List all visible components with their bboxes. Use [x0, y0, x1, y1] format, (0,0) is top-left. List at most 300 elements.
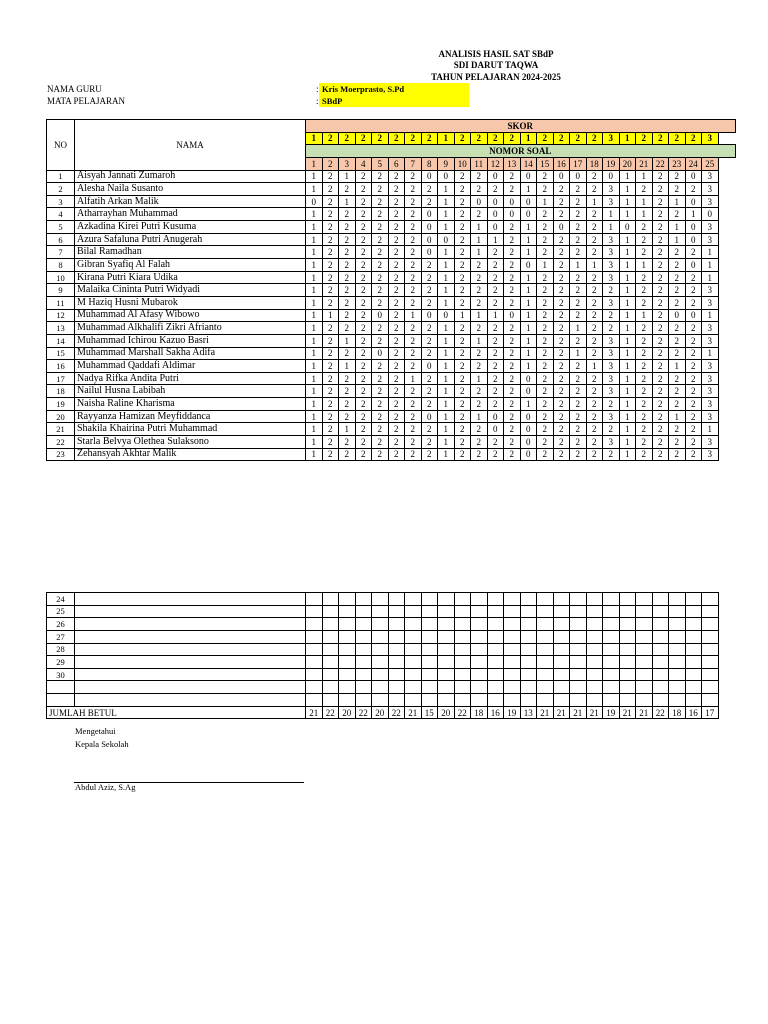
score-cell: 2	[669, 322, 686, 335]
score-cell: 2	[586, 296, 603, 309]
score-cell: 2	[339, 322, 356, 335]
empty-score-cell	[405, 681, 422, 694]
score-cell: 2	[388, 410, 405, 423]
score-cell: 1	[537, 195, 554, 208]
score-cell: 2	[372, 233, 389, 246]
score-cell: 2	[454, 208, 471, 221]
score-cell: 2	[669, 208, 686, 221]
total-cell: 21	[570, 706, 587, 719]
score-cell: 2	[339, 347, 356, 360]
spacer-cell	[718, 334, 735, 347]
score-cell: 2	[553, 195, 570, 208]
spacer-cell	[718, 360, 735, 373]
score-cell: 2	[322, 398, 339, 411]
empty-score-cell	[471, 630, 488, 643]
score-cell: 2	[636, 360, 653, 373]
spacer-cell	[718, 221, 735, 234]
spacer-cell	[718, 132, 735, 145]
score-cell: 1	[339, 195, 356, 208]
student-row	[47, 398, 736, 411]
score-cell: 3	[702, 284, 719, 297]
score-cell: 0	[487, 221, 504, 234]
score-cell: 2	[322, 271, 339, 284]
student-name: Malaika Cininta Putri Widyadi	[75, 284, 306, 297]
empty-score-cell	[553, 656, 570, 669]
empty-row	[47, 656, 719, 669]
score-cell: 2	[355, 246, 372, 259]
score-cell: 2	[586, 233, 603, 246]
student-name: Muhammad Qaddafi Aldimar	[75, 360, 306, 373]
score-cell: 1	[619, 246, 636, 259]
empty-score-cell	[306, 694, 323, 707]
total-cell: 15	[421, 706, 438, 719]
score-cell: 1	[438, 296, 455, 309]
score-cell: 1	[306, 398, 323, 411]
score-cell: 2	[636, 322, 653, 335]
score-cell: 2	[652, 296, 669, 309]
question-number-cell: 14	[520, 157, 537, 170]
score-cell: 2	[586, 448, 603, 461]
empty-score-cell	[438, 630, 455, 643]
empty-score-cell	[537, 668, 554, 681]
empty-score-cell	[487, 643, 504, 656]
spacer-cell	[718, 423, 735, 436]
score-cell: 2	[537, 398, 554, 411]
score-cell: 2	[504, 385, 521, 398]
student-name: Alfatih Arkan Malik	[75, 195, 306, 208]
score-cell: 1	[586, 195, 603, 208]
empty-score-cell	[322, 656, 339, 669]
empty-name-cell	[75, 668, 306, 681]
student-no: 21	[47, 423, 75, 436]
empty-score-cell	[372, 605, 389, 618]
empty-score-cell	[570, 656, 587, 669]
score-cell: 1	[438, 221, 455, 234]
empty-score-cell	[553, 668, 570, 681]
score-cell: 2	[504, 347, 521, 360]
question-number-cell: 7	[405, 157, 422, 170]
guru-value: Kris Moerprasto, S.Pd	[319, 83, 469, 95]
score-cell: 2	[322, 410, 339, 423]
score-cell: 1	[471, 410, 488, 423]
score-cell: 2	[487, 259, 504, 272]
empty-score-cell	[421, 694, 438, 707]
score-cell: 1	[306, 183, 323, 196]
score-cell: 1	[339, 170, 356, 183]
student-name: Muhammad Marshall Sakha Adifa	[75, 347, 306, 360]
empty-name-cell	[75, 643, 306, 656]
empty-score-cell	[454, 656, 471, 669]
score-cell: 1	[306, 296, 323, 309]
score-cell: 2	[405, 170, 422, 183]
empty-score-cell	[520, 605, 537, 618]
score-cell: 2	[669, 347, 686, 360]
empty-score-cell	[619, 656, 636, 669]
score-cell: 1	[306, 246, 323, 259]
score-cell: 2	[405, 322, 422, 335]
score-cell: 2	[372, 259, 389, 272]
score-cell: 2	[454, 360, 471, 373]
score-cell: 2	[652, 233, 669, 246]
empty-score-cell	[372, 668, 389, 681]
score-cell: 0	[702, 208, 719, 221]
score-cell: 1	[636, 170, 653, 183]
score-cell: 2	[504, 170, 521, 183]
empty-score-cell	[487, 668, 504, 681]
score-cell: 3	[603, 360, 620, 373]
score-cell: 2	[405, 423, 422, 436]
score-cell: 2	[537, 183, 554, 196]
score-cell: 1	[306, 334, 323, 347]
total-cell: 21	[553, 706, 570, 719]
empty-score-cell	[355, 593, 372, 606]
empty-name-cell	[75, 630, 306, 643]
score-cell: 3	[603, 259, 620, 272]
score-cell: 2	[537, 334, 554, 347]
score-cell: 0	[520, 195, 537, 208]
score-cell: 2	[685, 246, 702, 259]
empty-score-cell	[702, 656, 719, 669]
student-no: 4	[47, 208, 75, 221]
question-number-cell: 6	[388, 157, 405, 170]
total-cell: 21	[636, 706, 653, 719]
score-cell: 1	[520, 296, 537, 309]
score-cell: 1	[619, 195, 636, 208]
score-cell: 2	[603, 322, 620, 335]
score-cell: 2	[487, 271, 504, 284]
score-cell: 0	[471, 195, 488, 208]
score-cell: 2	[553, 271, 570, 284]
score-cell: 2	[421, 347, 438, 360]
max-score-cell: 2	[553, 132, 570, 145]
student-no: 10	[47, 271, 75, 284]
score-cell: 1	[520, 284, 537, 297]
empty-score-cell	[372, 593, 389, 606]
student-name: M Haziq Husni Mubarok	[75, 296, 306, 309]
score-cell: 1	[619, 347, 636, 360]
empty-name-cell	[75, 681, 306, 694]
score-cell: 2	[355, 183, 372, 196]
empty-score-cell	[388, 681, 405, 694]
score-cell: 3	[603, 195, 620, 208]
report-title: ANALISIS HASIL SAT SBdP	[438, 49, 554, 59]
empty-score-cell	[438, 668, 455, 681]
score-cell: 2	[372, 360, 389, 373]
empty-score-cell	[454, 694, 471, 707]
score-cell: 3	[603, 271, 620, 284]
student-no: 13	[47, 322, 75, 335]
score-cell: 2	[537, 221, 554, 234]
empty-score-cell	[322, 618, 339, 631]
score-cell: 2	[487, 436, 504, 449]
max-score-cell: 1	[619, 132, 636, 145]
score-cell: 2	[471, 423, 488, 436]
score-cell: 1	[306, 410, 323, 423]
score-cell: 1	[619, 322, 636, 335]
mapel-colon: :	[316, 96, 319, 106]
empty-score-cell	[685, 643, 702, 656]
score-cell: 2	[570, 284, 587, 297]
score-cell: 2	[570, 448, 587, 461]
empty-score-cell	[421, 605, 438, 618]
score-cell: 1	[520, 271, 537, 284]
empty-score-cell	[553, 605, 570, 618]
score-cell: 2	[487, 372, 504, 385]
empty-row	[47, 630, 719, 643]
score-cell: 1	[438, 410, 455, 423]
total-cell: 13	[520, 706, 537, 719]
score-cell: 3	[702, 372, 719, 385]
score-cell: 1	[438, 284, 455, 297]
nomor-soal-header: NOMOR SOAL	[306, 145, 736, 158]
student-no: 8	[47, 259, 75, 272]
empty-score-cell	[421, 593, 438, 606]
empty-score-cell	[570, 668, 587, 681]
empty-score-cell	[553, 630, 570, 643]
score-cell: 1	[405, 372, 422, 385]
score-cell: 2	[471, 347, 488, 360]
score-cell: 1	[438, 322, 455, 335]
score-cell: 2	[685, 271, 702, 284]
score-cell: 2	[322, 423, 339, 436]
empty-score-cell	[405, 643, 422, 656]
empty-score-cell	[652, 630, 669, 643]
empty-score-cell	[471, 618, 488, 631]
score-cell: 1	[570, 259, 587, 272]
score-cell: 3	[702, 410, 719, 423]
score-cell: 0	[553, 170, 570, 183]
score-cell: 0	[438, 309, 455, 322]
empty-row	[47, 668, 719, 681]
score-cell: 1	[306, 436, 323, 449]
empty-score-cell	[438, 694, 455, 707]
score-cell: 0	[504, 309, 521, 322]
score-cell: 2	[322, 436, 339, 449]
score-cell: 2	[669, 246, 686, 259]
empty-score-cell	[487, 694, 504, 707]
score-cell: 1	[306, 448, 323, 461]
score-cell: 2	[355, 221, 372, 234]
student-row	[47, 259, 736, 272]
student-name: Atharrayhan Muhammad	[75, 208, 306, 221]
max-score-cell: 2	[586, 132, 603, 145]
score-cell: 2	[372, 410, 389, 423]
score-cell: 0	[372, 347, 389, 360]
score-cell: 0	[487, 208, 504, 221]
score-cell: 0	[520, 170, 537, 183]
score-cell: 2	[355, 423, 372, 436]
student-name: Rayyanza Hamizan Meyfiddanca	[75, 410, 306, 423]
score-cell: 2	[586, 334, 603, 347]
total-row	[47, 706, 719, 719]
score-cell: 1	[306, 385, 323, 398]
spacer-cell	[718, 233, 735, 246]
student-no: 22	[47, 436, 75, 449]
score-cell: 2	[537, 423, 554, 436]
score-cell: 2	[372, 334, 389, 347]
empty-score-cell	[322, 630, 339, 643]
score-cell: 2	[669, 385, 686, 398]
empty-score-cell	[603, 656, 620, 669]
score-cell: 0	[421, 233, 438, 246]
score-cell: 2	[322, 296, 339, 309]
student-row	[47, 208, 736, 221]
student-no: 14	[47, 334, 75, 347]
empty-score-cell	[306, 668, 323, 681]
empty-score-cell	[586, 668, 603, 681]
score-cell: 2	[504, 322, 521, 335]
empty-score-cell	[553, 681, 570, 694]
score-cell: 2	[388, 259, 405, 272]
empty-score-cell	[603, 643, 620, 656]
empty-score-cell	[652, 681, 669, 694]
score-cell: 2	[537, 208, 554, 221]
empty-score-cell	[438, 681, 455, 694]
score-cell: 2	[652, 271, 669, 284]
student-name: Muhammad Al Afasy Wibowo	[75, 309, 306, 322]
student-name: Naisha Raline Kharisma	[75, 398, 306, 411]
empty-score-cell	[388, 643, 405, 656]
empty-score-cell	[553, 618, 570, 631]
spacer-cell	[718, 259, 735, 272]
question-number-cell: 23	[669, 157, 686, 170]
score-cell: 2	[553, 436, 570, 449]
score-cell: 0	[306, 195, 323, 208]
question-number-cell: 5	[372, 157, 389, 170]
empty-score-cell	[537, 630, 554, 643]
score-cell: 2	[454, 296, 471, 309]
score-cell: 2	[570, 195, 587, 208]
score-cell: 2	[553, 398, 570, 411]
score-cell: 2	[322, 259, 339, 272]
score-cell: 2	[636, 221, 653, 234]
empty-score-cell	[685, 656, 702, 669]
score-cell: 2	[355, 410, 372, 423]
row-no: 28	[47, 643, 75, 656]
score-cell: 2	[421, 334, 438, 347]
score-cell: 0	[669, 309, 686, 322]
total-cell: 16	[487, 706, 504, 719]
student-row	[47, 284, 736, 297]
score-cell: 2	[372, 372, 389, 385]
score-cell: 1	[438, 398, 455, 411]
empty-score-cell	[636, 656, 653, 669]
empty-score-cell	[553, 694, 570, 707]
empty-score-cell	[603, 618, 620, 631]
student-no: 20	[47, 410, 75, 423]
empty-score-cell	[471, 643, 488, 656]
score-cell: 2	[685, 372, 702, 385]
score-cell: 2	[537, 410, 554, 423]
score-cell: 2	[405, 259, 422, 272]
score-cell: 1	[619, 385, 636, 398]
question-number-cell: 15	[537, 157, 554, 170]
score-cell: 1	[438, 372, 455, 385]
empty-score-cell	[702, 630, 719, 643]
empty-score-cell	[669, 668, 686, 681]
empty-score-cell	[553, 593, 570, 606]
score-cell: 2	[636, 284, 653, 297]
score-cell: 2	[504, 221, 521, 234]
score-cell: 2	[388, 296, 405, 309]
score-cell: 2	[339, 233, 356, 246]
empty-score-cell	[702, 668, 719, 681]
empty-score-cell	[421, 681, 438, 694]
score-cell: 2	[388, 360, 405, 373]
score-cell: 1	[669, 360, 686, 373]
score-cell: 1	[438, 208, 455, 221]
score-cell: 2	[421, 322, 438, 335]
score-cell: 2	[586, 423, 603, 436]
score-cell: 2	[537, 296, 554, 309]
empty-score-cell	[603, 681, 620, 694]
empty-score-cell	[388, 668, 405, 681]
score-cell: 2	[421, 284, 438, 297]
score-cell: 2	[570, 360, 587, 373]
score-cell: 2	[355, 322, 372, 335]
score-cell: 2	[570, 271, 587, 284]
student-name: Azura Safaluna Putri Anugerah	[75, 233, 306, 246]
score-cell: 2	[537, 360, 554, 373]
score-cell: 2	[652, 398, 669, 411]
score-cell: 3	[603, 183, 620, 196]
score-cell: 2	[421, 448, 438, 461]
student-name: Zehansyah Akhtar Malik	[75, 448, 306, 461]
student-row	[47, 448, 736, 461]
student-name: Kirana Putri Kiara Udika	[75, 271, 306, 284]
score-cell: 1	[438, 195, 455, 208]
score-cell: 2	[487, 385, 504, 398]
score-cell: 2	[388, 334, 405, 347]
empty-score-cell	[454, 618, 471, 631]
score-cell: 1	[603, 208, 620, 221]
student-name: Nailul Husna Labibah	[75, 385, 306, 398]
score-cell: 2	[636, 347, 653, 360]
score-cell: 2	[355, 398, 372, 411]
empty-row	[47, 605, 719, 618]
total-cell: 20	[339, 706, 356, 719]
score-cell: 2	[553, 284, 570, 297]
known-label: Mengetahui	[75, 726, 116, 736]
score-cell: 2	[405, 448, 422, 461]
score-cell: 1	[471, 233, 488, 246]
score-cell: 2	[355, 271, 372, 284]
total-cell: 22	[322, 706, 339, 719]
score-cell: 2	[652, 360, 669, 373]
max-score-cell: 2	[685, 132, 702, 145]
score-cell: 0	[619, 221, 636, 234]
score-cell: 2	[405, 246, 422, 259]
score-cell: 2	[537, 284, 554, 297]
empty-score-cell	[619, 618, 636, 631]
empty-score-cell	[339, 656, 356, 669]
question-number-cell: 4	[355, 157, 372, 170]
score-cell: 3	[702, 448, 719, 461]
score-cell: 1	[603, 221, 620, 234]
question-number-cell: 16	[553, 157, 570, 170]
score-cell: 2	[421, 423, 438, 436]
student-name: Shakila Khairina Putri Muhammad	[75, 423, 306, 436]
score-cell: 2	[339, 436, 356, 449]
empty-score-cell	[355, 656, 372, 669]
empty-score-cell	[537, 643, 554, 656]
empty-score-cell	[603, 668, 620, 681]
empty-score-cell	[454, 681, 471, 694]
spacer-cell	[718, 170, 735, 183]
empty-score-cell	[636, 630, 653, 643]
empty-score-cell	[702, 694, 719, 707]
empty-score-cell	[669, 656, 686, 669]
